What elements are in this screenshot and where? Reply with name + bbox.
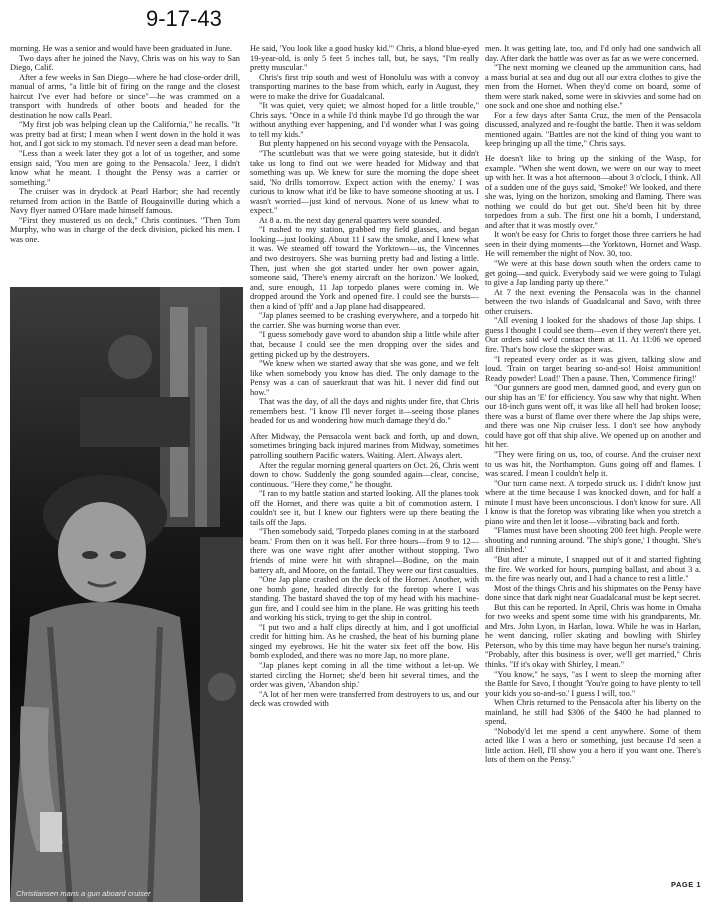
paragraph: When Chris returned to the Pensacola after his liberty on the mainland, he still had $306 of the $400 he had planned to spend. [485,698,701,727]
paragraph: "We knew when we started away that she was gone, and we felt like when somebody you know has died. The only damage to the Pensy was a can of sauerkraut that was hit. I never did find out how." [250,359,479,397]
paragraph: "We were at this base down south when the orders came to get going—and quick. Everybody said we were going to Tulagi to give a Jap landing party up there." [485,259,701,288]
paragraph: "The next morning we cleaned up the ammunition cans, had a mass burial at sea and dug out all our extra clothes to give the men from the Hornet. When they'd come on board, some of them were stark naked, some were in skivvies and some had on one sock and one shoe and nothing else." [485,63,701,111]
paragraph: It won't be easy for Chris to forget those three carriers he had seen in their dying moments—the Yorktown, Hornet and Wasp. He will remember the night of Nov. 30, too. [485,230,701,259]
paragraph: At 7 the next evening the Pensacola was in the channel between the two islands of Guadalcanal and Savo, with three other cruisers. [485,287,701,316]
paragraph: Most of the things Chris and his shipmates on the Pensy have done since that dark night near Guadalcanal must be kept secret. [485,583,701,603]
paragraph: Two days after he joined the Navy, Chris was on his way to San Diego, Calif. [10,53,240,73]
paragraph: "The scuttlebutt was that we were going stateside, but it didn't take us long to find out we were headed for Midway and that something was up. We knew for sure the morning the dope sheet said, 'No drills tomorrow. Expect action with the enemy.' I was curious to know what it'd be like to have someone shooting at us. I wasn't worried—just kind of nervous. None of us knew what to expect." [250,149,479,216]
paragraph: "Our gunners are good men, damned good, and every gun on our ship has an 'E' for efficiency. You saw why that night. When our 18-inch guns went off, it was like all hell had broken loose; there was a burst of flame over there where the Jap ships were, and there was one Nip cruiser less. I don't see how anybody could have got off that ship alive. We opened up on another and hit her. [485,383,701,450]
paragraph: "Nobody'd let me spend a cent anywhere. Some of them acted like I was a hero or something, just because I'd seen a little action. Hell, I'll show you a hero if you want one. There's lots of them on the Pensy." [485,726,701,765]
paragraph: "You know," he says, "as I went to sleep the morning after the Battle for Savo, I thought 'You're going to have plenty to tell your kids you so-and-so.' I guess I will, too." [485,669,701,698]
paragraph: Chris's first trip south and west of Honolulu was with a convoy transporting marines to the base from which, early in August, they were to make the drive for Guadalcanal. [250,72,479,101]
paragraph: But this can be reported. In April, Chris was home in Omaha for two weeks and spent some time with his grandparents, Mr. and Mrs. John Lyon, in Harlan, Iowa. While he was in Harlan, he went dancing, roller skating and bowling with Shirley Peterson, who by this time may have begun her nurse's training. "Probably, after this business is over, we'll get married," Chris thinks. "If it's okay with Shirley, I mean." [485,602,701,669]
paragraph: "Then somebody said, 'Torpedo planes coming in at the starboard beam.' From then on it was hell. For three hours—from 9 to 12—there was one wave right after another without stopping. Two friends of mine were hit with shrapnel—Bodine, on the main battery aft, and Moore, on the fantail. They were our first casualties. [250,527,479,575]
paragraph: men. It was getting late, too, and I'd only had one sandwich all day. After dark the battle was over as far as we were concerned. [485,44,701,63]
page-number: PAGE 1 [671,880,701,889]
paragraph: "I repeated every order as it was given, talking slow and loud. 'Train on target bearing so-and-so! Hoist ammunition! Ready powder! Load!' Then a pause. Then, 'Commence firing!' [485,354,701,383]
paragraph: But plenty happened on his second voyage with the Pensacola. [259,139,470,149]
paragraph: For a few days after Santa Cruz, the men of the Pensacola discussed, analyzed and re-fought the battle. Then it was seldom mentioned again. "Battles are not the kind of thing you want to keep bringing up all the time," Chris says. [485,110,701,149]
paragraph: "It was quiet, very quiet; we almost hoped for a little trouble," Chris says. "Once in a while I'd think maybe I'd go through the war without anything ever happening, and I'd wonder what I was going to tell my kids." [250,101,479,139]
paragraph: "One Jap plane crashed on the deck of the Hornet. Another, with one bomb gone, headed directly for the foretop where I was standing. The bastard shaved the top of my head with his machine-gun fire, and I could see him in the plane. He was gritting his teeth and working his stick, trying to get the ship in control. [250,575,479,623]
paragraph: That was the day, of all the days and nights under fire, that Chris remembers best. "I know I'll never forget it—seeing those planes headed for us and wondering how much damage they'd do." [250,397,479,426]
paragraph: "All evening I looked for the shadows of those Jap ships. I guess I thought I could see them—even if they weren't there yet. Our orders said we'd contact them at 11. At 11:06 we opened fire. That's how close the skipper was. [485,316,701,354]
paragraph: "Jap planes seemed to be crashing everywhere, and a torpedo hit the carrier. She was burning worse than ever. [250,311,479,330]
paragraph: "But after a minute, I snapped out of it and started fighting the fire. We worked for hours, pumping ballast, and about 3 a. m. the fire was nearly out, and I had a chance to rest a little." [485,554,701,584]
photo-caption: Christiansen mans a gun aboard cruiser [16,889,151,898]
paragraph: After the regular morning general quarters on Oct. 26, Chris went down to chow. Suddenly the gong sounded again—clear, concise, continuous. "Here they come," he thought. [250,460,479,489]
paragraph: After a few weeks in San Diego—where he had close-order drill, manual of arms, "a little bit of firing on the range and the closest haircut I've ever had before or since"—he was crammed on a transport with hundreds of other boots and headed for the destination he now calls Pearl. [10,72,240,120]
paragraph: "Less than a week later they got a lot of us together, and some ensign said, 'You men are going to the Pensacola.' Jeez, I didn't know what he meant. I thought the Pensy was a carrier or something." [10,149,240,187]
article-column-3 [485,44,701,885]
paragraph-dropcap: He doesn't like to bring up the sinking of the Wasp, for example. "When she went down, we were on our way to meet up with her. It was a hot afternoon—about 3 o'clock, I think. All of a sudden one of the guys said, 'Smoke!' We looked, and there she was, lying on the horizon, smoking and flaming. There was nothing we could do but get out. She'd been hit by three torpedoes from a sub. The first one hit a bomb, I understand, and after that it was mostly over." [485,154,701,230]
article-column-2 [250,44,479,893]
paragraph: "First they mustered us on deck," Chris continues. "Then Tom Murphy, who was in charge of the deck division, picked his men. I was one. [10,215,240,244]
paragraph: "I ran to my battle station and started looking. All the planes took off the Hornet, and there was quite a bit of commotion astern. I couldn't see it, but I knew our fighters were up there beating the tails off the Japs. [250,489,479,527]
paragraph: "Jap planes kept coming in all the time without a let-up. We started circling the Hornet; she'd been hit several times, and the order was given, 'Abandon ship.' [250,661,479,690]
paragraph: "I guess somebody gave word to abandon ship a little while after that, because I could see the men dropping over the sides and getting picked up by the destroyers. [250,330,479,359]
paragraph-dropcap: After Midway, the Pensacola went back and forth, up and down, sometimes bringing back injured marines from Midway, sometimes patrolling southern Pacific waters. Waiting. Alert. Always alert. [250,431,479,460]
article-column-1 [10,44,240,280]
paragraph: "My first job was helping clean up the California," he recalls. "It was pretty bad at first; I mean when I went down in the hold it was hot, and I got sick to my stomach. I'd never seen a dead man before. [10,120,240,149]
paragraph: At 8 a. m. the next day general quarters were sounded. [259,215,442,225]
paragraph: He said, 'You look like a good husky kid.'" Chris, a blond blue-eyed 19-year-old, is only 5 feet 5 inches tall, but, he says, "I'm really pretty muscular." [250,44,479,73]
sailor-gun-photo [10,287,243,902]
paragraph: "Our turn came next. A torpedo struck us. I didn't know just where at the time because I was knocked down, and for half a minute I must have been unconscious. I don't know for sure. All I know is that the foretop was vibrating like when you stretch a piano wire and then let it loose—vibrating back and forth. [485,478,701,526]
photo-illustration [10,287,243,902]
paragraph: morning. He was a senior and would have been graduated in June. [10,44,233,53]
paragraph: The cruiser was in drydock at Pearl Harbor; she had recently returned from action in the Battle of Bougainville during which a Navy flyer named O'Hare made himself famous. [10,187,240,216]
paragraph: "They were firing on us, too, of course. And the cruiser next to us was hit, the Northampton. Guns going off and flames. I was scared. I mean I couldn't help it. [485,449,701,479]
paragraph: "I rushed to my station, grabbed my field glasses, and began looking—just looking. About 11 I saw the smoke, and I knew what it was. We steamed off toward the Yorktown—us, the Vincennes and two destroyers. She was burning pretty bad and listing a little. Then, just when she got started under her own power again, someone said, 'There's enemy aircraft on the horizon.' We looked, and, sure enough, 11 Jap torpedo planes were coming in. We dropped around the York and opened fire. I could see the bursts—then a kind of 'pfft' and a Jap plane had disappeared. [250,225,479,311]
paragraph: "A lot of her men were transferred from destroyers to us, and our deck was crowded with [250,689,479,709]
date-stamp: 9-17-43 [146,6,222,31]
paragraph: "I put two and a half clips directly at him, and I got unofficial credit for hitting him. As he crashed, the heat of his burning plane singed my eyebrows. He hit the water six feet off the bow. His bomb exploded, and there was no more Jap, no more plane. [250,622,479,661]
paragraph: "Flames must have been shooting 200 feet high. People were shouting and running around. 'The ship's gone,' I thought. 'She's all finished.' [485,526,701,555]
